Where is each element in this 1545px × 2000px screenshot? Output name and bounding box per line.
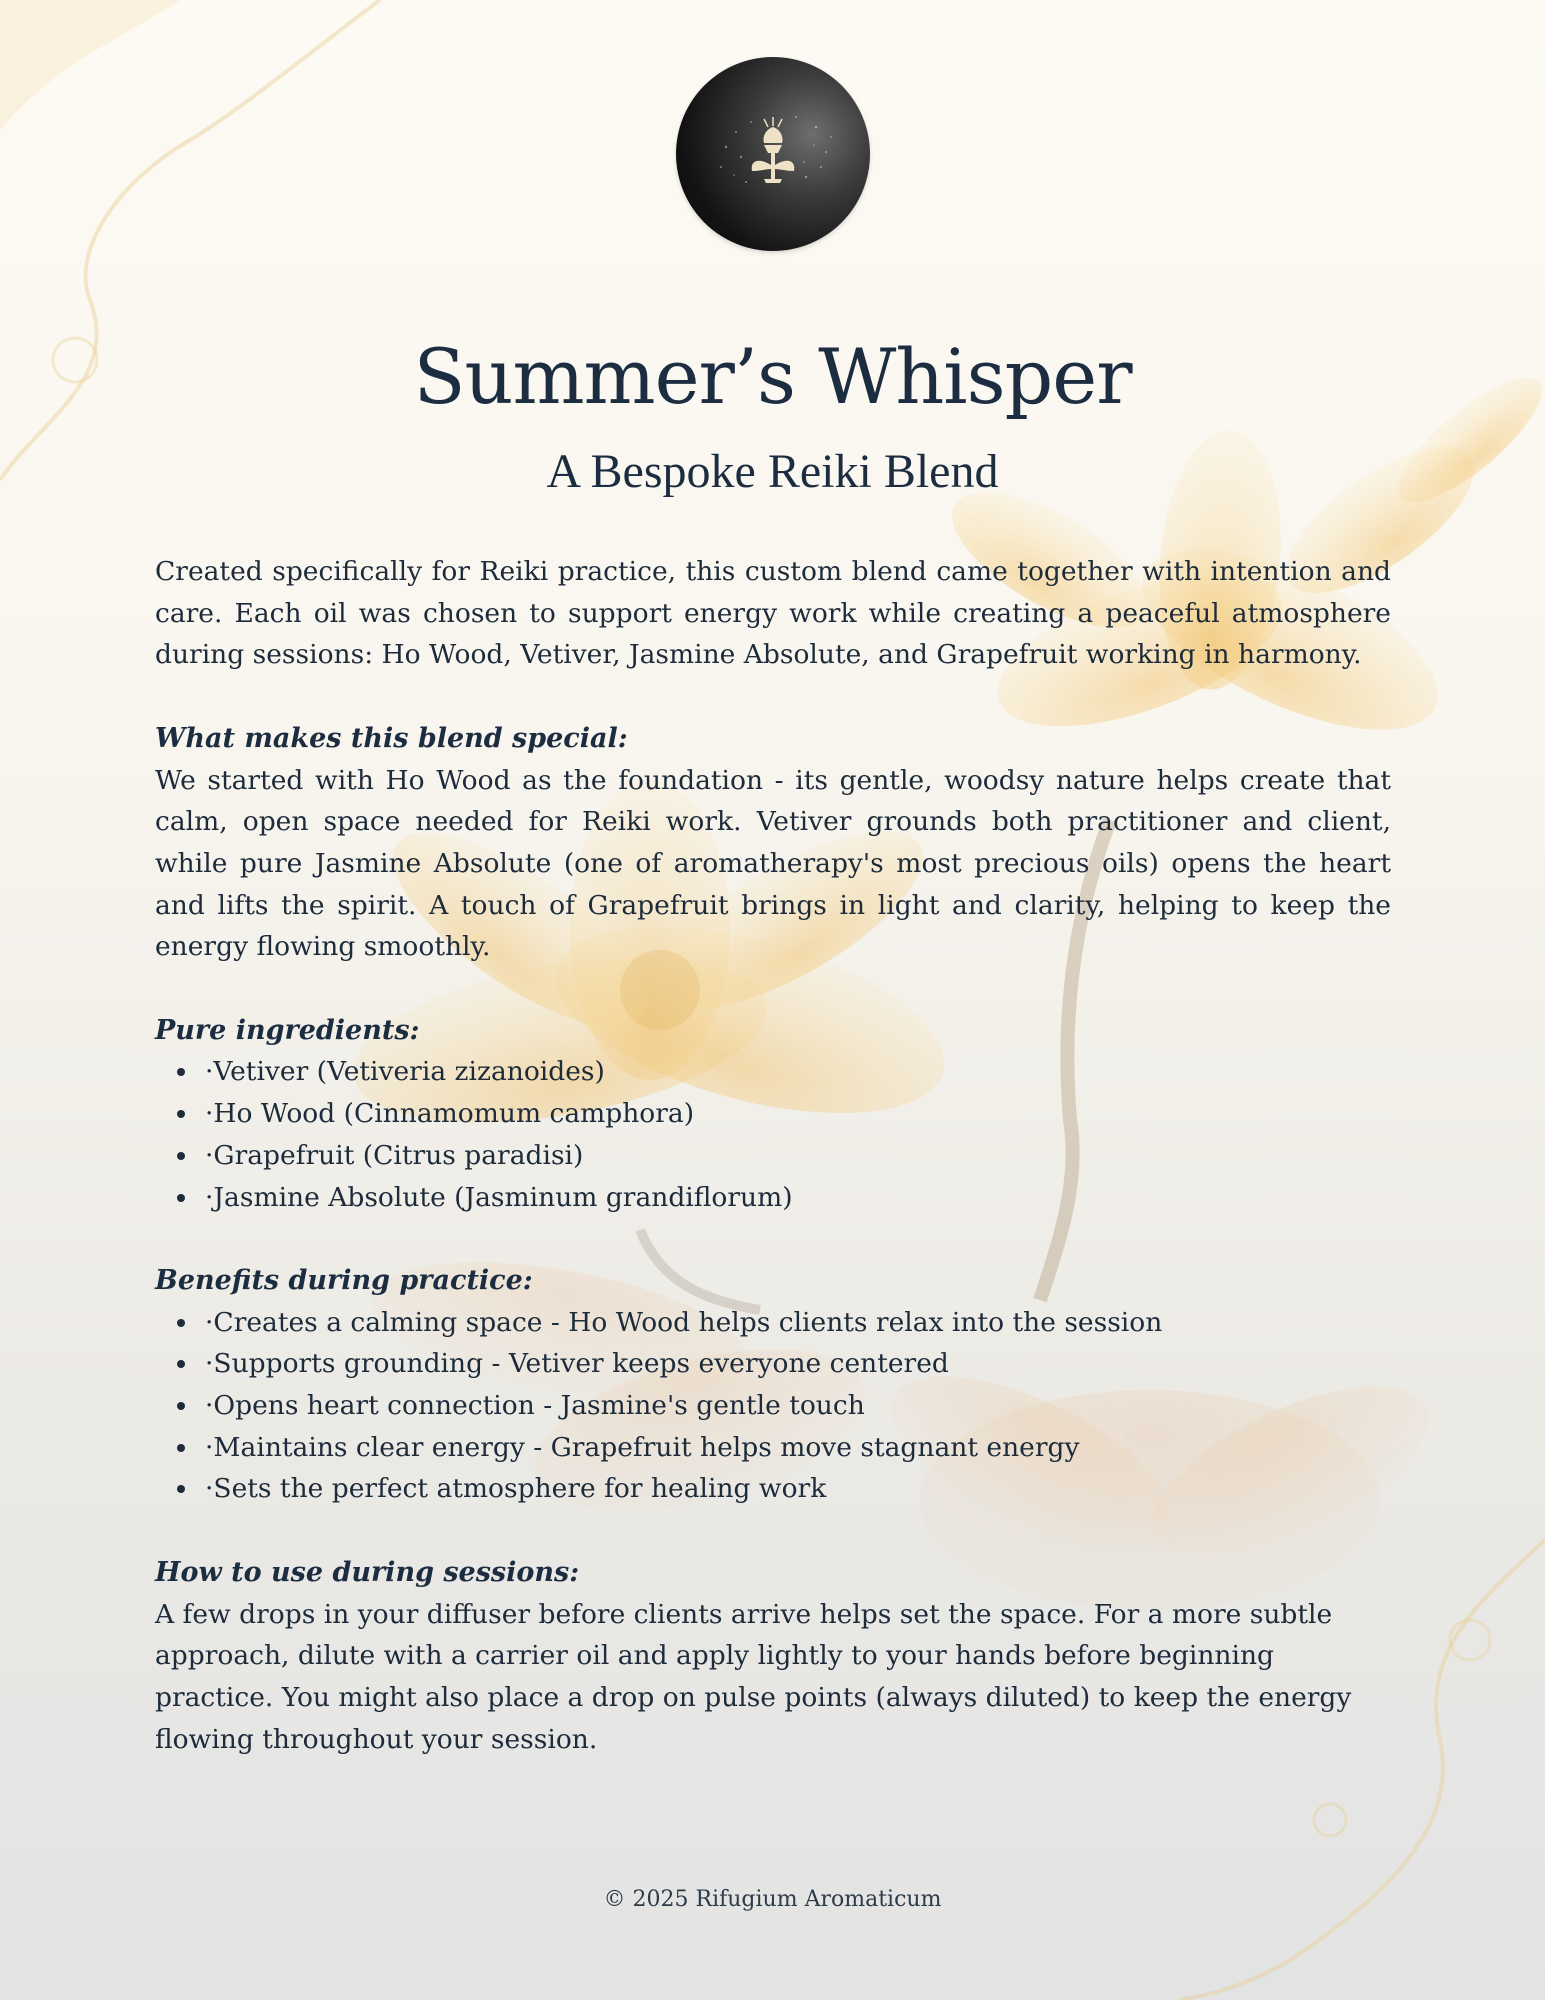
special-paragraph: We started with Ho Wood as the foundation - its gentle, woodsy nature helps create that calm, open space needed for Reiki work. Vetiver grounds both practitioner and client, while pure Jasmine Absolute (one of aromatherapy's most precious oils) opens the heart and lifts the spirit. A touch of Grapefruit brings in light and clarity, helping to keep the energy flowing smoothly. xyxy=(155,764,1391,963)
intro-paragraph: Created specifically for Reiki practice, this custom blend came together with intention and care. Each oil was chosen to support energy work while creating a peaceful atmosphere during sessions: Ho Wood, Vetiver, Jasmine Absolute, and Grapefruit working in harmony. xyxy=(155,556,1391,671)
usage-paragraph: A few drops in your diffuser before clients arrive helps set the space. For a more subtle approach, dilute with a carrier oil and apply lightly to your hands before beginning practice. You might also place a drop on pulse points (always diluted) to keep the energy flowing throughout your session. xyxy=(155,1598,1352,1755)
page-subtitle: A Bespoke Reiki Blend xyxy=(546,445,999,498)
ingredients-list xyxy=(155,1051,1391,1218)
ingredients-heading: Pure ingredients: xyxy=(155,1014,420,1046)
main-content xyxy=(155,551,1391,1760)
usage-heading: How to use during sessions: xyxy=(155,1556,580,1588)
benefits-heading: Benefits during practice: xyxy=(155,1264,533,1296)
list-item: ·Sets the perfect atmosphere for healing work xyxy=(155,1468,1391,1510)
list-item: ·Jasmine Absolute (Jasminum grandiflorum) xyxy=(155,1177,1391,1219)
list-item: ·Maintains clear energy - Grapefruit helps move stagnant energy xyxy=(155,1427,1391,1469)
page-title: Summer’s Whisper xyxy=(413,332,1132,421)
list-item: ·Grapefruit (Citrus paradisi) xyxy=(155,1135,1391,1177)
thistle-icon xyxy=(676,57,870,251)
copyright-footer: © 2025 Rifugium Aromaticum xyxy=(603,1887,942,1912)
list-item: ·Supports grounding - Vetiver keeps everyone centered xyxy=(155,1343,1391,1385)
list-item: ·Opens heart connection - Jasmine's gentle touch xyxy=(155,1385,1391,1427)
list-item: ·Ho Wood (Cinnamomum camphora) xyxy=(155,1093,1391,1135)
list-item: ·Creates a calming space - Ho Wood helps clients relax into the session xyxy=(155,1302,1391,1344)
brand-logo xyxy=(676,57,870,251)
list-item: ·Vetiver (Vetiveria zizanoides) xyxy=(155,1051,1391,1093)
benefits-list xyxy=(155,1302,1391,1511)
special-heading: What makes this blend special: xyxy=(155,722,628,754)
